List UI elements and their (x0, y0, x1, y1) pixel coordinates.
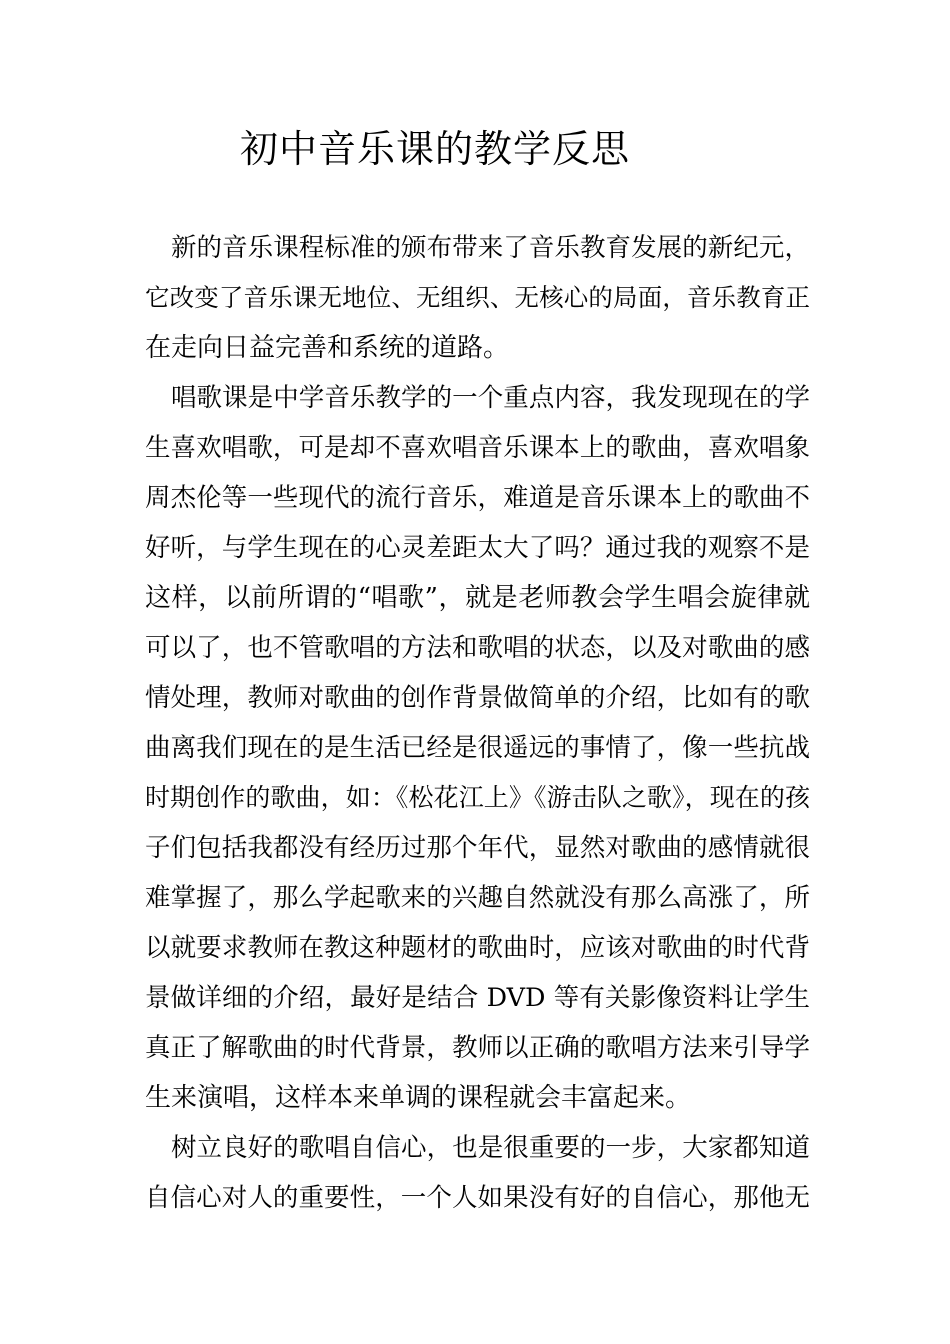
text-line: 周杰伦等一些现代的流行音乐，难道是音乐课本上的歌曲不 (145, 483, 810, 513)
text-line: 生来演唱，这样本来单调的课程就会丰富起来。 (145, 1083, 692, 1113)
text-line: 景做详细的介绍，最好是结合 DVD 等有关影像资料让学生 (145, 983, 810, 1013)
text-line: 这样，以前所谓的“唱歌”，就是老师教会学生唱会旋律就 (145, 583, 810, 613)
paragraph-2 (145, 373, 810, 1123)
text-line: 曲离我们现在的是生活已经是很遥远的事情了，像一些抗战 (145, 733, 810, 763)
text-line: 真正了解歌曲的时代背景，教师以正确的歌唱方法来引导学 (145, 1033, 810, 1063)
paragraph-1 (145, 223, 810, 373)
text-line: 以就要求教师在教这种题材的歌曲时，应该对歌曲的时代背 (145, 933, 810, 963)
document-body (145, 223, 810, 1223)
text-line: 树立良好的歌唱自信心，也是很重要的一步，大家都知道 (171, 1133, 810, 1163)
text-line: 可以了，也不管歌唱的方法和歌唱的状态，以及对歌曲的感 (145, 633, 810, 663)
text-line: 好听，与学生现在的心灵差距太大了吗？通过我的观察不是 (145, 533, 810, 563)
text-line: 唱歌课是中学音乐教学的一个重点内容，我发现现在的学 (171, 383, 810, 413)
text-line: 新的音乐课程标准的颁布带来了音乐教育发展的新纪元， (171, 233, 810, 263)
text-line: 情处理，教师对歌曲的创作背景做简单的介绍，比如有的歌 (145, 683, 810, 713)
paragraph-3 (145, 1123, 810, 1223)
text-line: 时期创作的歌曲，如：《松花江上》《游击队之歌》，现在的孩 (145, 783, 810, 812)
document-title: 初中音乐课的教学反思 (240, 127, 631, 171)
text-line: 子们包括我都没有经历过那个年代，显然对歌曲的感情就很 (145, 833, 810, 863)
text-line: 生喜欢唱歌，可是却不喜欢唱音乐课本上的歌曲，喜欢唱象 (145, 433, 810, 463)
text-line: 自信心对人的重要性，一个人如果没有好的自信心，那他无 (145, 1183, 810, 1213)
text-line: 难掌握了，那么学起歌来的兴趣自然就没有那么高涨了，所 (145, 883, 810, 913)
text-line: 它改变了音乐课无地位、无组织、无核心的局面，音乐教育正 (145, 283, 810, 312)
text-line: 在走向日益完善和系统的道路。 (145, 333, 510, 363)
